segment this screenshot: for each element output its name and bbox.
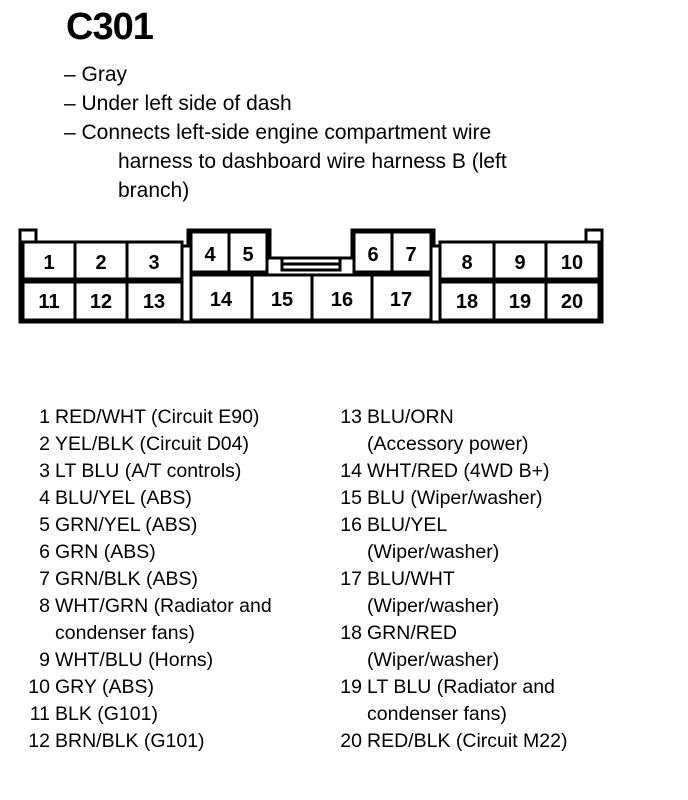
legend-entry-pin-6	[10, 539, 272, 566]
pin-label: 14	[209, 289, 233, 311]
pin-label: 3	[148, 252, 160, 274]
pin-label: 15	[270, 289, 294, 311]
legend-entry-pin-12	[10, 728, 272, 755]
legend-wire-description: GRN (ABS)	[55, 541, 156, 563]
legend-wire-description: GRN/BLK (ABS)	[55, 568, 199, 590]
pin-label: 16	[330, 289, 354, 311]
legend-wire-description: LT BLU (Radiator and	[367, 676, 555, 698]
legend-wire-description: (Wiper/washer)	[367, 649, 500, 671]
legend-entry-pin-18	[322, 620, 567, 647]
pin-label: 11	[38, 291, 60, 313]
note-connects-cont-1: harness to dashboard wire harness B (left	[118, 150, 507, 173]
pin-label: 5	[242, 244, 254, 266]
legend-entry-pin-16	[322, 539, 567, 566]
legend-wire-description: YEL/BLK (Circuit D04)	[55, 433, 249, 455]
legend-pin-number: 8	[39, 595, 50, 617]
legend-wire-description: GRY (ABS)	[55, 676, 154, 698]
pin-label: 6	[367, 244, 379, 266]
legend-entry-pin-13	[322, 404, 567, 431]
legend-pin-number: 2	[39, 433, 50, 455]
legend-wire-description: WHT/RED (4WD B+)	[367, 460, 550, 482]
pin-label: 9	[514, 252, 526, 274]
pin-label: 4	[204, 244, 216, 266]
legend-pin-number: 1	[39, 406, 50, 428]
legend-pin-number: 11	[29, 703, 50, 725]
pin-label: 12	[89, 291, 113, 313]
legend-entry-pin-19	[322, 701, 567, 728]
connector-face-diagram	[0, 222, 688, 332]
pin-label: 20	[560, 291, 584, 313]
legend-wire-description: BLU/YEL	[367, 514, 448, 536]
legend-entry-pin-18	[322, 647, 567, 674]
legend-entry-pin-9	[10, 647, 272, 674]
legend-pin-number: 20	[340, 730, 362, 752]
legend-wire-description: LT BLU (A/T controls)	[55, 460, 242, 482]
legend-wire-description: condenser fans)	[55, 622, 195, 644]
legend-entry-pin-8	[10, 593, 272, 620]
legend-pin-number: 19	[340, 676, 362, 698]
legend-entry-pin-7	[10, 566, 272, 593]
legend-pin-number: 15	[340, 487, 362, 509]
legend-pin-number: 16	[340, 514, 362, 536]
pin-label: 13	[142, 291, 166, 313]
note-connects: – Connects left-side engine compartment wire	[64, 121, 492, 144]
legend-wire-description: (Accessory power)	[367, 433, 529, 455]
note-color: – Gray	[64, 63, 128, 86]
legend-wire-description: (Wiper/washer)	[367, 541, 500, 563]
legend-pin-number: 12	[28, 730, 50, 752]
legend-entry-pin-15	[322, 485, 567, 512]
pin-legend-right	[322, 404, 567, 755]
legend-pin-number: 13	[340, 406, 362, 428]
pin-label: 2	[95, 252, 107, 274]
legend-pin-number: 9	[39, 649, 50, 671]
legend-wire-description: WHT/GRN (Radiator and	[55, 595, 272, 617]
legend-pin-number: 7	[39, 568, 50, 590]
legend-wire-description: condenser fans)	[367, 703, 507, 725]
note-location: – Under left side of dash	[64, 92, 292, 115]
connector-title: C301	[66, 6, 153, 48]
legend-wire-description: BLU (Wiper/washer)	[367, 487, 543, 509]
legend-entry-pin-5	[10, 512, 272, 539]
pin-legend-left	[10, 404, 272, 755]
legend-pin-number: 5	[39, 514, 50, 536]
legend-entry-pin-17	[322, 593, 567, 620]
legend-wire-description: BLK (G101)	[55, 703, 158, 725]
legend-wire-description: BLU/ORN	[367, 406, 454, 428]
legend-wire-description: RED/WHT (Circuit E90)	[55, 406, 260, 428]
pin-label: 1	[43, 252, 55, 274]
legend-pin-number: 4	[39, 487, 50, 509]
legend-entry-pin-16	[322, 512, 567, 539]
legend-entry-pin-2	[10, 431, 272, 458]
legend-entry-pin-8	[10, 620, 272, 647]
legend-wire-description: GRN/RED	[367, 622, 457, 644]
legend-entry-pin-3	[10, 458, 272, 485]
pin-label: 10	[560, 252, 584, 274]
pin-label: 8	[461, 252, 473, 274]
legend-pin-number: 10	[28, 676, 50, 698]
legend-pin-number: 3	[39, 460, 50, 482]
legend-wire-description: (Wiper/washer)	[367, 595, 500, 617]
legend-entry-pin-4	[10, 485, 272, 512]
legend-entry-pin-20	[322, 728, 567, 755]
legend-pin-number: 14	[340, 460, 362, 482]
legend-entry-pin-13	[322, 431, 567, 458]
legend-wire-description: WHT/BLU (Horns)	[55, 649, 214, 671]
legend-wire-description: BRN/BLK (G101)	[55, 730, 205, 752]
legend-wire-description: BLU/YEL (ABS)	[55, 487, 192, 509]
legend-entry-pin-10	[10, 674, 272, 701]
legend-entry-pin-17	[322, 566, 567, 593]
pin-label: 7	[405, 244, 417, 266]
legend-wire-description: RED/BLK (Circuit M22)	[367, 730, 568, 752]
note-connects-cont-2: branch)	[118, 179, 190, 202]
legend-pin-number: 6	[39, 541, 50, 563]
legend-entry-pin-19	[322, 674, 567, 701]
legend-pin-number: 18	[340, 622, 362, 644]
legend-entry-pin-11	[10, 701, 272, 728]
legend-entry-pin-14	[322, 458, 567, 485]
pin-label: 17	[389, 289, 413, 311]
legend-wire-description: BLU/WHT	[367, 568, 455, 590]
pin-label: 18	[455, 291, 479, 313]
pin-label: 19	[508, 291, 532, 313]
legend-wire-description: GRN/YEL (ABS)	[55, 514, 198, 536]
legend-pin-number: 17	[340, 568, 362, 590]
legend-entry-pin-1	[10, 404, 272, 431]
